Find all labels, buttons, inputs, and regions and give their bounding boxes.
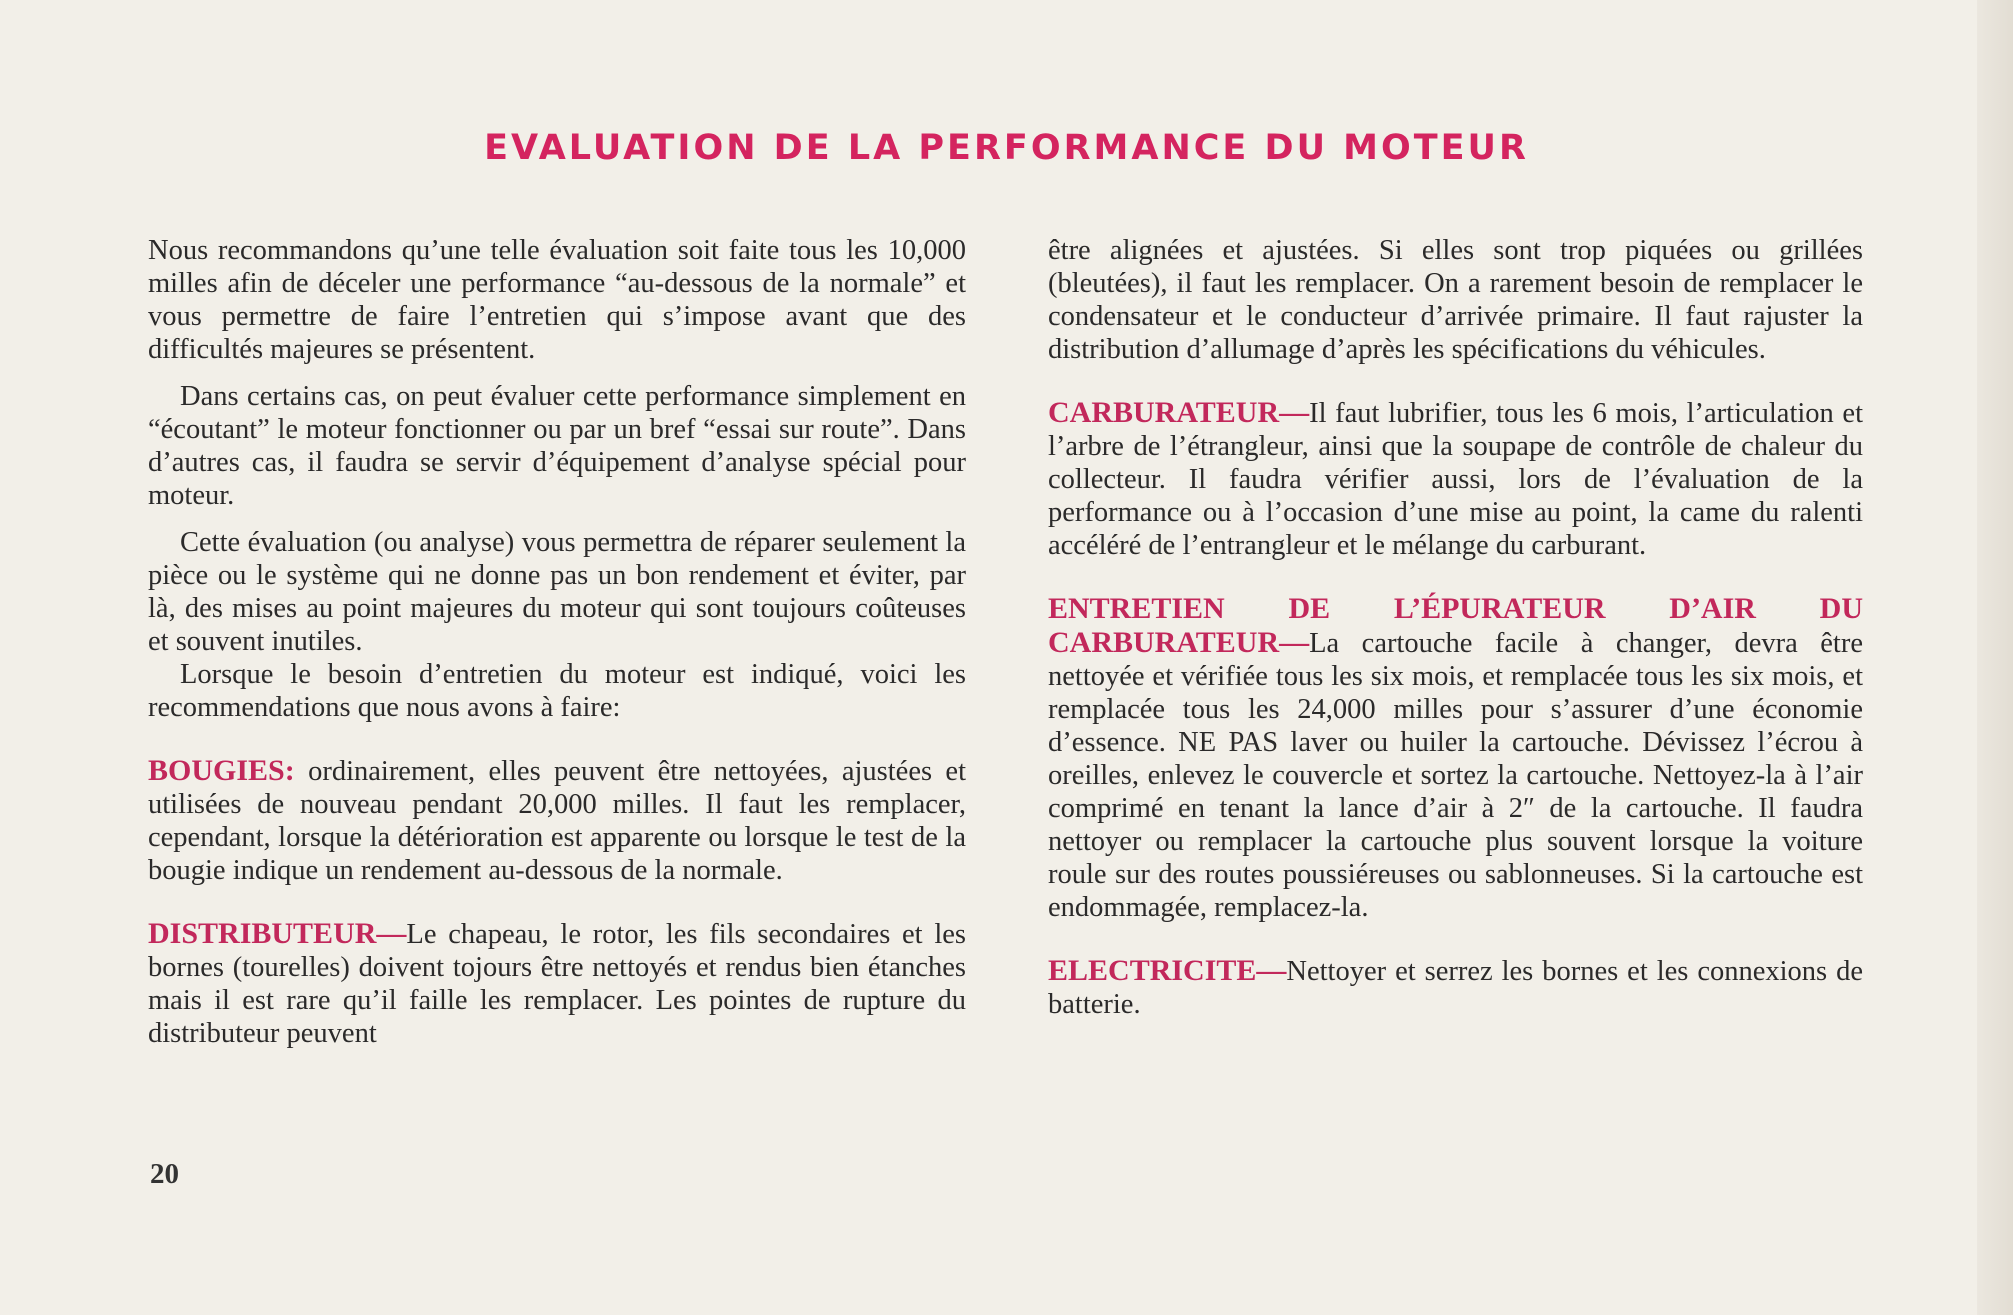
page-edge	[1977, 0, 2013, 1315]
paragraph-listening: Dans certains cas, on peut évaluer cette performance simplement en “écoutant” le moteur fonctionner ou par un bref “essai sur route”. Dans d’autres cas, il faudra se servir d’équipement d’analyse spécial pour moteur.	[148, 381, 966, 511]
section-distributeur	[148, 917, 966, 1050]
carburateur-text: Il faut lubrifier, tous les 6 mois, l’articulation et l’arbre de l’étrangleur, ainsi que la soupape de contrôle de chaleur du collecteur. Il faudra vérifier aussi, lors de l’évaluation de la performance ou à l’occasion d’une mise au point, la came du ralenti accéléré de l’entrangleur et le mélange du carburant.	[1048, 398, 1863, 561]
bougies-heading: BOUGIES:	[148, 754, 295, 787]
page-number: 20	[150, 1158, 179, 1190]
section-epurateur	[1048, 592, 1863, 924]
page-title: EVALUATION DE LA PERFORMANCE DU MOTEUR	[484, 128, 1529, 168]
distributeur-text: Le chapeau, le rotor, les fils secondaires et les bornes (tourelles) doivent tojours être nettoyés et rendus bien étanches mais il est rare qu’il faille les remplacer. Les pointes de rupture du distributeur peuvent	[148, 919, 966, 1049]
electricite-heading: ELECTRICITE—	[1048, 954, 1287, 987]
distributeur-continuation: être alignées et ajustées. Si elles sont trop piquées ou grillées (bleutées), il faut les remplacer. On a rarement besoin de remplacer le condensateur et le conducteur d’arrivée primaire. Il faut rajuster la distribution d’allumage d’après les spécifications du véhicules.	[1048, 235, 1863, 365]
left-column	[148, 234, 966, 1050]
paragraph-analysis: Cette évaluation (ou analyse) vous permettra de réparer seulement la pièce ou le système qui ne donne pas un bon rendement et éviter, par là, des mises au point majeures du moteur qui sont toujours coûteuses et souvent inutiles.	[148, 527, 966, 657]
epurateur-text: La cartouche facile à changer, devra être nettoyée et vérifiée tous les six mois, et remplacée tous les six mois, et remplacée tous les 24,000 milles pour s’assurer d’une économie d’essence. NE PAS laver ou huiler la cartouche. Dévissez l’écrou à oreilles, enlevez le couvercle et sortez la cartouche. Nettoyez-la à l’air comprimé en tenant la lance d’air à 2″ de la cartouche. Il faudra nettoyer ou remplacer la cartouche plus souvent lorsque la voiture roule sur des routes poussiéreuses ou sablonneuses. Si la cartouche est endommagée, remplacez-la.	[1048, 628, 1863, 923]
section-bougies	[148, 754, 966, 887]
section-electricite	[1048, 954, 1863, 1021]
right-column	[1048, 234, 1863, 1021]
intro-paragraph: Nous recommandons qu’une telle évaluation soit faite tous les 10,000 milles afin de déceler une performance “au-dessous de la normale” et vous permettre de faire l’entretien qui s’impose avant que des difficultés majeures se présentent.	[148, 235, 966, 365]
carburateur-heading: CARBURATEUR—	[1048, 396, 1310, 429]
paragraph-recommendations: Lorsque le besoin d’entretien du moteur est indiqué, voici les recommendations que nous avons à faire:	[148, 659, 966, 723]
section-carburateur	[1048, 396, 1863, 562]
epurateur-heading: ENTRETIEN DE L’ÉPURATEUR D’AIR DU CARBURATEUR—	[1048, 592, 1863, 659]
electricite-text: Nettoyer et serrez les bornes et les connexions de batterie.	[1048, 956, 1863, 1020]
distributeur-heading: DISTRIBUTEUR—	[148, 917, 407, 950]
bougies-text: ordinairement, elles peuvent être nettoyées, ajustées et utilisées de nouveau pendant 20,000 milles. Il faut les remplacer, cependant, lorsque la détérioration est apparente ou lorsque le test de la bougie indique un rendement au-dessous de la normale.	[148, 756, 966, 886]
